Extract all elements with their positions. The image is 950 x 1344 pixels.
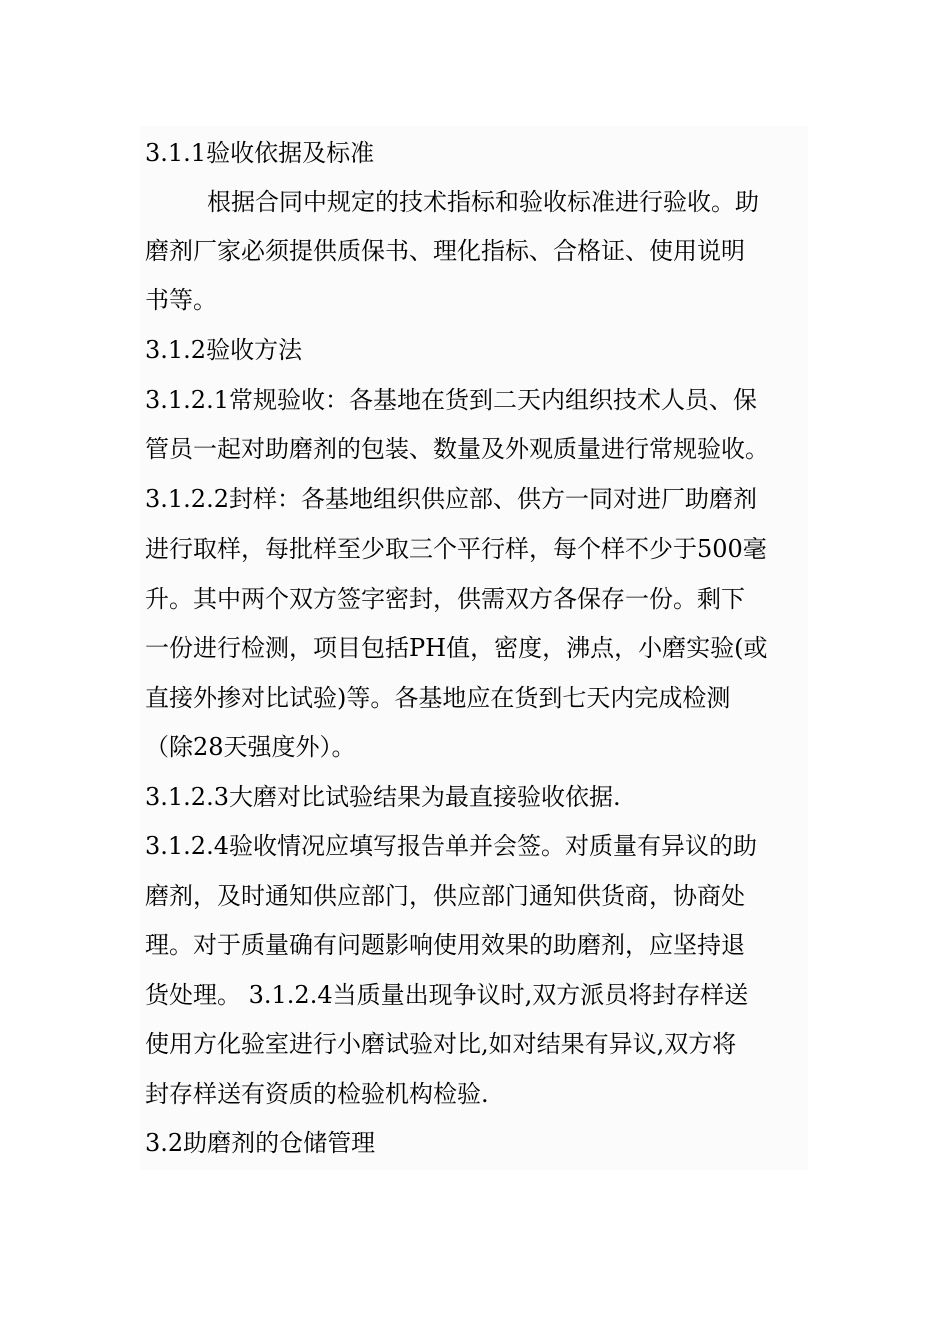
paragraph-line: 一份进行检测，项目包括PH值，密度，沸点，小磨实验(或 [145, 634, 768, 662]
paragraph-line: 磨剂厂家必须提供质保书、理化指标、合格证、使用说明 [145, 237, 745, 265]
paragraph-line: 书等。 [145, 286, 217, 314]
section-heading-3-1-2: 3.1.2验收方法 [145, 336, 303, 364]
paragraph-line: 管员一起对助磨剂的包装、数量及外观质量进行常规验收。 [145, 435, 769, 463]
paragraph-line: 封存样送有资质的检验机构检验. [145, 1080, 489, 1108]
paragraph-line: 进行取样，每批样至少取三个平行样，每个样不少于500毫 [145, 535, 767, 563]
paragraph-line: 升。其中两个双方签字密封，供需双方各保存一份。剩下 [145, 585, 745, 613]
paragraph-line: 货处理。 3.1.2.4当质量出现争议时,双方派员将封存样送 [145, 981, 749, 1009]
paragraph-line: 磨剂，及时通知供应部门，供应部门通知供货商，协商处 [145, 882, 745, 910]
paragraph-line: （除28天强度外）。 [145, 733, 356, 761]
paragraph-line: 3.1.2.4验收情况应填写报告单并会签。对质量有异议的助 [145, 832, 757, 860]
paragraph-line: 直接外掺对比试验)等。各基地应在货到七天内完成检测 [145, 684, 731, 712]
paragraph-line: 根据合同中规定的技术指标和验收标准进行验收。助 [207, 188, 759, 216]
section-heading-3-2: 3.2助磨剂的仓储管理 [145, 1129, 376, 1157]
section-heading-3-1-1: 3.1.1验收依据及标准 [145, 139, 375, 167]
paragraph-line: 3.1.2.2封样：各基地组织供应部、供方一同对进厂助磨剂 [145, 485, 757, 513]
paragraph-line: 使用方化验室进行小磨试验对比,如对结果有异议,双方将 [145, 1030, 737, 1058]
paragraph-line: 3.1.2.1常规验收：各基地在货到二天内组织技术人员、保 [145, 386, 757, 414]
paragraph-line: 3.1.2.3大磨对比试验结果为最直接验收依据. [145, 783, 621, 811]
paragraph-line: 理。对于质量确有问题影响使用效果的助磨剂，应坚持退 [145, 931, 745, 959]
